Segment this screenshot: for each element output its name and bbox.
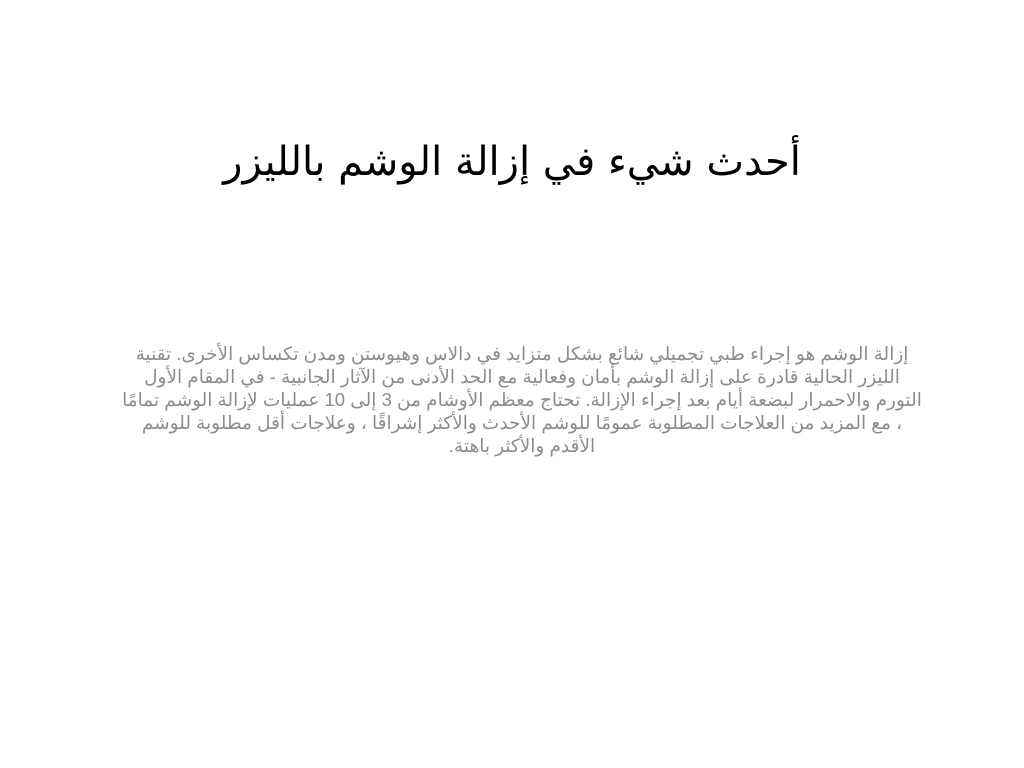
slide-title: أحدث شيء في إزالة الوشم بالليزر (223, 139, 801, 185)
slide-body-text: إزالة الوشم هو إجراء طبي تجميلي شائع بشكل متزايد في دالاس وهيوستن ومدن تكساس الأخرى. تقنية الليزر الحالية قادرة على إزالة الوشم بأمان وفعالية مع الحد الأدنى من الآثار الجانبية - في المقام الأول التورم والاحمرار لبضعة أيام بعد إجراء الإزالة. تحتاج معظم الأوشام من 3 إلى 10 عمليات لإزالة الوشم تمامًا ، مع المزيد من العلاجات المطلوبة عمومًا للوشم الأحدث والأكثر إشراقًا ، وعلاجات أقل مطلوبة للوشم الأقدم والأكثر باهتة. (122, 343, 922, 456)
